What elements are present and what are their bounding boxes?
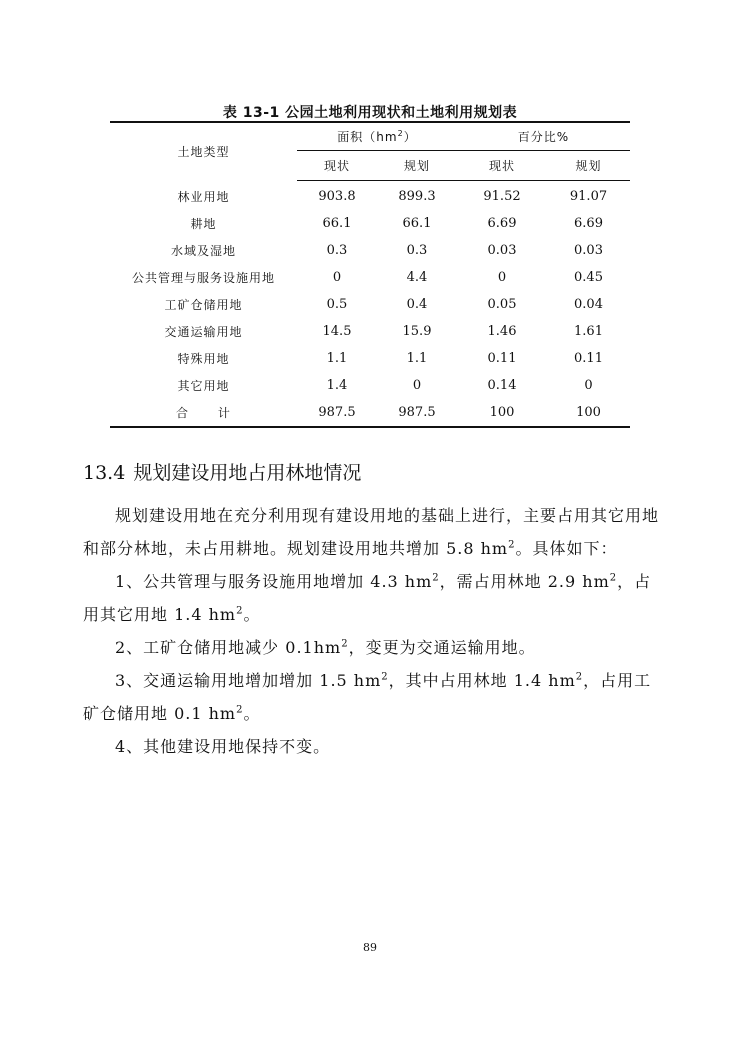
cell-area-plan: 66.1 xyxy=(402,216,432,231)
cell-percent-status: 0 xyxy=(497,270,507,285)
cell-area-plan: 0.4 xyxy=(406,297,428,312)
cell-area-plan: 0.3 xyxy=(406,243,428,258)
cell-percent-plan: 6.69 xyxy=(574,216,603,231)
cell-area-status: 14.5 xyxy=(322,324,352,339)
cell-percent-plan: 0.04 xyxy=(574,297,603,312)
cell-land-type: 交通运输用地 xyxy=(164,325,243,339)
header-area-plan: 规划 xyxy=(377,151,457,181)
section-title: 规划建设用地占用林地情况 xyxy=(133,462,362,484)
header-area-prefix: 面积（hm xyxy=(337,130,398,144)
paragraph-text: 2、工矿仓储用地减少 0.1hm xyxy=(115,638,342,657)
header-area xyxy=(297,122,457,151)
cell-percent-status: 1.46 xyxy=(487,324,517,339)
cell-percent-status: 6.69 xyxy=(487,216,517,231)
cell-percent-status: 0.05 xyxy=(487,297,517,312)
paragraph-item-1 xyxy=(83,565,659,631)
cell-percent-plan: 0.03 xyxy=(574,243,603,258)
header-percent-status: 现状 xyxy=(457,151,547,181)
cell-area-status: 1.4 xyxy=(326,378,348,393)
cell-land-type: 公共管理与服务设施用地 xyxy=(131,271,275,285)
superscript: 2 xyxy=(432,572,440,584)
cell-area-status: 0.5 xyxy=(326,297,348,312)
cell-area-plan: 987.5 xyxy=(398,405,436,420)
cell-percent-status: 91.52 xyxy=(483,189,521,204)
table-row xyxy=(110,291,630,318)
header-land-type: 土地类型 xyxy=(177,145,230,160)
header-area-suffix: ） xyxy=(403,130,417,144)
page-number: 89 xyxy=(363,941,377,954)
table-row xyxy=(110,181,630,211)
section-number: 13.4 xyxy=(83,462,126,484)
cell-area-status: 987.5 xyxy=(318,405,356,420)
superscript: 2 xyxy=(381,671,389,683)
superscript: 2 xyxy=(609,572,618,584)
paragraph-intro xyxy=(83,499,659,565)
table-total-row xyxy=(110,399,630,427)
land-use-table xyxy=(110,121,630,428)
paragraph-text: 。具体如下： xyxy=(515,539,618,558)
cell-land-type: 耕地 xyxy=(190,217,217,231)
cell-land-type: 工矿仓储用地 xyxy=(164,298,243,312)
header-area-sup: 2 xyxy=(397,129,404,138)
land-use-table-container xyxy=(110,121,630,428)
table-row xyxy=(110,237,630,264)
paragraph-item-4: 4、其他建设用地保持不变。 xyxy=(115,737,331,756)
cell-land-type: 合 计 xyxy=(176,406,231,420)
cell-land-type: 其它用地 xyxy=(177,379,230,393)
cell-percent-plan: 0.11 xyxy=(574,351,603,366)
table-caption: 表 13-1 公园土地利用现状和土地利用规划表 xyxy=(222,105,518,121)
header-percent: 百分比% xyxy=(457,122,630,151)
paragraph-text: ，变更为交通运输用地。 xyxy=(348,638,536,657)
paragraph-text: 。 xyxy=(243,605,261,624)
cell-area-plan: 4.4 xyxy=(406,270,428,285)
cell-area-status: 0.3 xyxy=(326,243,348,258)
superscript: 2 xyxy=(236,704,244,716)
cell-area-status: 66.1 xyxy=(322,216,352,231)
table-row xyxy=(110,210,630,237)
cell-percent-plan: 1.61 xyxy=(574,324,603,339)
paragraph-text: ，需占用林地 2.9 hm xyxy=(439,572,610,591)
cell-percent-status: 0.11 xyxy=(487,351,517,366)
superscript: 2 xyxy=(575,671,584,683)
cell-land-type: 林业用地 xyxy=(177,189,230,204)
paragraph-item-2 xyxy=(83,631,659,664)
section-heading xyxy=(83,458,361,485)
table-header-row xyxy=(110,122,630,151)
paragraph-text: 。 xyxy=(243,704,261,723)
superscript: 2 xyxy=(236,605,244,617)
cell-land-type: 水域及湿地 xyxy=(170,244,236,258)
cell-area-plan: 15.9 xyxy=(402,324,432,339)
cell-percent-plan: 0.45 xyxy=(574,270,603,285)
table-row xyxy=(110,318,630,345)
cell-percent-plan: 0 xyxy=(584,378,593,393)
cell-area-status: 903.8 xyxy=(318,189,356,204)
paragraph-item-3 xyxy=(83,664,659,730)
header-percent-plan: 规划 xyxy=(547,151,630,181)
header-area-status: 现状 xyxy=(297,151,377,181)
cell-area-status: 1.1 xyxy=(326,351,348,366)
cell-area-plan: 0 xyxy=(412,378,422,393)
cell-land-type: 特殊用地 xyxy=(177,352,230,366)
cell-percent-status: 0.14 xyxy=(487,378,517,393)
paragraph-text: ，占用其它用地 1.4 hm xyxy=(83,572,652,624)
paragraph-text: 1、公共管理与服务设施用地增加 4.3 hm xyxy=(115,572,433,591)
table-row xyxy=(110,345,630,372)
cell-percent-status: 0.03 xyxy=(487,243,517,258)
cell-percent-plan: 100 xyxy=(576,405,601,420)
cell-percent-plan: 91.07 xyxy=(569,189,608,204)
cell-percent-status: 100 xyxy=(489,405,515,420)
superscript: 2 xyxy=(508,539,516,551)
paragraph-text: 规划建设用地在充分利用现有建设用地的基础上进行，主要占用其它用地和部分林地，未占用耕地。规划建设用地共增加 5.8 hm xyxy=(83,506,660,558)
paragraph-text: ，其中占用林地 1.4 hm xyxy=(388,671,576,690)
cell-area-plan: 899.3 xyxy=(398,189,436,204)
cell-area-status: 0 xyxy=(332,270,342,285)
table-row xyxy=(110,372,630,399)
superscript: 2 xyxy=(341,638,349,650)
table-row xyxy=(110,264,630,291)
cell-area-plan: 1.1 xyxy=(406,351,428,366)
paragraph-text: 3、交通运输用地增加增加 1.5 hm xyxy=(115,671,382,690)
paragraph-text: ，占用工矿仓储用地 0.1 hm xyxy=(83,671,652,723)
